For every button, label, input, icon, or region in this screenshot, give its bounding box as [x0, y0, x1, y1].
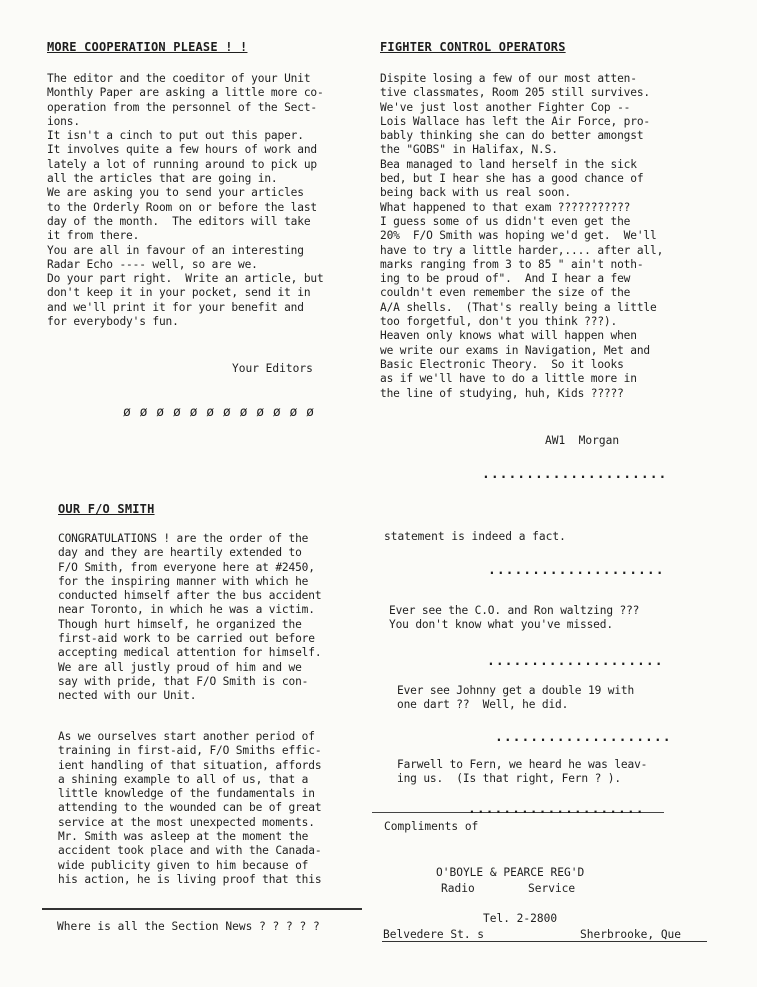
ornament-row: ø ø ø ø ø ø ø ø ø ø ø ø	[123, 405, 315, 420]
divider-rule	[42, 908, 362, 910]
ad-underline	[382, 941, 707, 942]
article-more-cooperation-body: The editor and the coeditor of your Unit Monthly Paper are asking a little more co- operation from the personnel of the Sect- ions. It isn't a cinch to put out this paper. It involves quite a few hours of work and lately a lot of running around to pick up all the articles that are going in. We are asking you to send your articles to the Orderly Room on or before the last day of the month. The editors will take it from there. You are all in favour of an interesting Radar Echo ---- well, so are we. Do your part right. Write an article, but don't keep it in your pocket, send it in and we'll print it for your benefit and for everybody's fun.	[47, 72, 324, 329]
item-farewell-fern: Farwell to Fern, we heard he was leav- ing us. (Is that right, Fern ? ).	[397, 758, 648, 786]
article-fo-smith-para2: As we ourselves start another period of training in first-aid, F/O Smiths effic- ient handling of that situation, affords a shining example to all of us, that a little knowledge of the fundamentals in attending to the wounded can be of great service at the most unexpected moments. Mr. Smith was asleep at the moment the accident took place and with the Canada- wide publicity given to him because of his action, he is living proof that this	[58, 730, 322, 886]
heading-our-fo-smith: OUR F/O SMITH	[58, 502, 155, 516]
heading-fighter-control: FIGHTER CONTROL OPERATORS	[380, 40, 566, 54]
separator-dots: ....................	[487, 654, 664, 669]
article-fighter-control-body: Dispite losing a few of our most atten- tive classmates, Room 205 still survives. We've just lost another Fighter Cop -- Lois Wallace has left the Air Force, pro- bably thinking she can do better amongst the "GOBS" in Halifax, N.S. Bea managed to land herself in the sick bed, but I hear she has a good chance of being back with us real soon. What happened to that exam ??????????? I guess some of us didn't even get the 20% F/O Smith was hoping we'd get. We'll have to try a little harder,.... after all, marks ranging from 3 to 85 " ain't noth- ing to be proud of". And I hear a few couldn't even remember the size of the A/A shells. (That's really being a little too forgetful, don't you think ???). Heaven only knows what will happen when we write our exams in Navigation, Met and Basic Electronic Theory. So it looks as if we'll have to do a little more in the line of studying, huh, Kids ?????	[380, 72, 664, 400]
separator-dots: .....................	[482, 467, 668, 482]
item-johnny-dart: Ever see Johnny get a double 19 with one dart ?? Well, he did.	[397, 684, 635, 712]
ad-service: Service	[528, 882, 576, 895]
ad-street: Belvedere St. s	[383, 928, 485, 941]
footer-section-news-question: Where is all the Section News ? ? ? ? ?	[57, 920, 320, 933]
ad-city: Sherbrooke, Que	[580, 928, 682, 941]
item-co-waltzing: Ever see the C.O. and Ron waltzing ??? You don't know what you've missed.	[389, 604, 640, 632]
ad-telephone: Tel. 2-2800	[483, 912, 558, 925]
signature-your-editors: Your Editors	[232, 362, 313, 375]
separator-dots: ....................	[468, 802, 645, 817]
article-fo-smith-para1: CONGRATULATIONS ! are the order of the day and they are heartily extended to F/O Smith, from everyone here at #2450, for the inspiring manner with which he conducted himself after the bus accident near Toronto, in which he was a victim. Though hurt himself, he organized the first-aid work to be carried out before accepting medical attention for himself. We are all justly proud of him and we say with pride, that F/O Smith is con- nected with our Unit.	[58, 532, 322, 703]
ad-business-name: O'BOYLE & PEARCE REG'D	[436, 866, 585, 879]
ad-compliments: Compliments of	[384, 820, 479, 833]
signature-morgan: AW1 Morgan	[545, 434, 620, 447]
ad-radio: Radio	[441, 882, 475, 895]
separator-dots: ....................	[488, 563, 665, 578]
separator-dots: ....................	[495, 730, 672, 745]
heading-more-cooperation: MORE COOPERATION PLEASE ! !	[47, 40, 248, 54]
continuation-text: statement is indeed a fact.	[384, 530, 566, 543]
